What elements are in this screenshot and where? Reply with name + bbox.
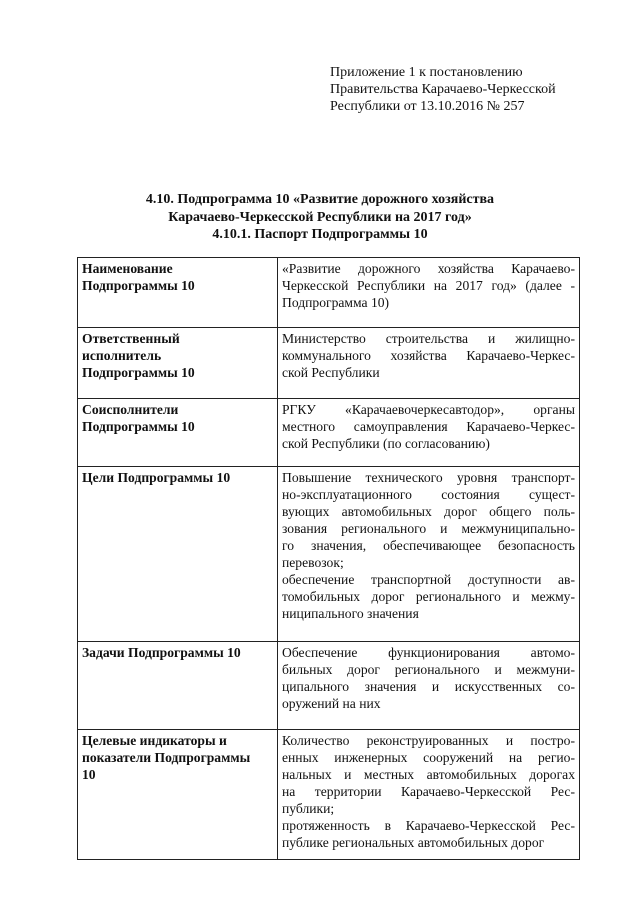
row-name-cell <box>78 258 278 328</box>
appendix-note <box>330 64 620 115</box>
row-value-line: Подпрограмма 10) <box>282 295 390 310</box>
row-value-line: ской Республики <box>282 365 380 380</box>
row-name-line: Соисполнители <box>82 402 179 417</box>
title-line-3: 4.10.1. Паспорт Подпрограммы 10 <box>212 227 428 242</box>
row-value-line: РГКУ «Карачаевочеркесавтодор», органы <box>282 402 575 417</box>
row-value-line: местного самоуправления Карачаево-Черкес- <box>282 419 575 434</box>
row-value-line: публике региональных автомобильных дорог <box>282 835 545 850</box>
row-value-line: на территории Карачаево-Черкесской Рес- <box>282 784 575 799</box>
row-value-line: нальных и местных автомобильных дорогах <box>282 767 575 782</box>
passport-table <box>77 257 580 860</box>
row-value-line: ниципального значения <box>282 606 419 621</box>
row-name-line: показатели Подпрограммы <box>82 750 251 765</box>
table-row <box>78 467 580 642</box>
row-value-line: оружений на них <box>282 696 381 711</box>
row-value-line: протяженность в Карачаево-Черкесской Рес- <box>282 818 575 833</box>
row-name-cell <box>78 399 278 467</box>
row-value-cell <box>278 399 580 467</box>
row-value-line: «Развитие дорожного хозяйства Карачаево- <box>282 261 575 276</box>
table-row <box>78 642 580 730</box>
row-value-line: зования регионального и межмуниципально- <box>282 521 575 536</box>
row-name-cell <box>78 730 278 860</box>
appendix-note-line: Приложение 1 к постановлению <box>330 65 523 80</box>
row-value-cell <box>278 328 580 399</box>
row-name-line: Ответственный <box>82 331 180 346</box>
row-value-line: публики; <box>282 801 335 816</box>
row-value-line: Повышение технического уровня транспорт- <box>282 470 575 485</box>
row-name-line: Целевые индикаторы и <box>82 733 227 748</box>
row-name-line: Цели Подпрограммы 10 <box>82 470 231 485</box>
title-line-1: 4.10. Подпрограмма 10 «Развитие дорожного хозяйства <box>145 192 495 207</box>
table-row <box>78 258 580 328</box>
row-value-line: перевозок; <box>282 555 344 570</box>
table-row <box>78 328 580 399</box>
row-name-line: исполнитель <box>82 348 162 363</box>
row-value-line: коммунального хозяйства Карачаево-Черкес- <box>282 348 575 363</box>
row-value-line: Министерство строительства и жилищно- <box>282 331 575 346</box>
title-line-2: Карачаево-Черкесской Республики на 2017 год» <box>168 209 472 225</box>
row-name-line: Подпрограммы 10 <box>82 278 195 293</box>
row-value-line: Обеспечение функционирования автомо- <box>282 645 575 660</box>
row-value-line: Количество реконструированных и постро- <box>282 733 575 748</box>
row-value-cell <box>278 730 580 860</box>
row-value-line: ской Республики (по согласованию) <box>282 436 490 451</box>
row-value-line: Черкесской Республики на 2017 год» (далее - <box>282 278 575 293</box>
appendix-note-line: Правительства Карачаево-Черкесской <box>330 82 556 97</box>
row-value-cell <box>278 642 580 730</box>
row-value-line: но-эксплуатационного состояния сущест- <box>282 487 575 502</box>
table-row <box>78 730 580 860</box>
row-value-line: ципального значения и искусственных со- <box>282 679 575 694</box>
row-value-line: бильных дорог регионального и межмуни- <box>282 662 575 677</box>
row-name-line: 10 <box>82 767 96 782</box>
row-value-line: вующих автомобильных дорог общего поль- <box>282 504 575 519</box>
row-value-cell <box>278 258 580 328</box>
row-name-cell <box>78 642 278 730</box>
row-value-cell <box>278 467 580 642</box>
row-name-line: Наименование <box>82 261 173 276</box>
document-title <box>40 191 600 244</box>
row-value-line: го значения, обеспечивающее безопасность <box>282 538 575 553</box>
row-name-line: Задачи Подпрограммы 10 <box>82 645 241 660</box>
row-value-line: томобильных дорог регионального и межму- <box>282 589 575 604</box>
appendix-note-line: Республики от 13.10.2016 № 257 <box>330 99 525 114</box>
table-row <box>78 399 580 467</box>
row-name-line: Подпрограммы 10 <box>82 419 195 434</box>
row-value-line: енных инженерных сооружений на регио- <box>282 750 575 765</box>
row-value-line: обеспечение транспортной доступности ав- <box>282 572 575 587</box>
row-name-line: Подпрограммы 10 <box>82 365 195 380</box>
row-name-cell <box>78 328 278 399</box>
row-name-cell <box>78 467 278 642</box>
